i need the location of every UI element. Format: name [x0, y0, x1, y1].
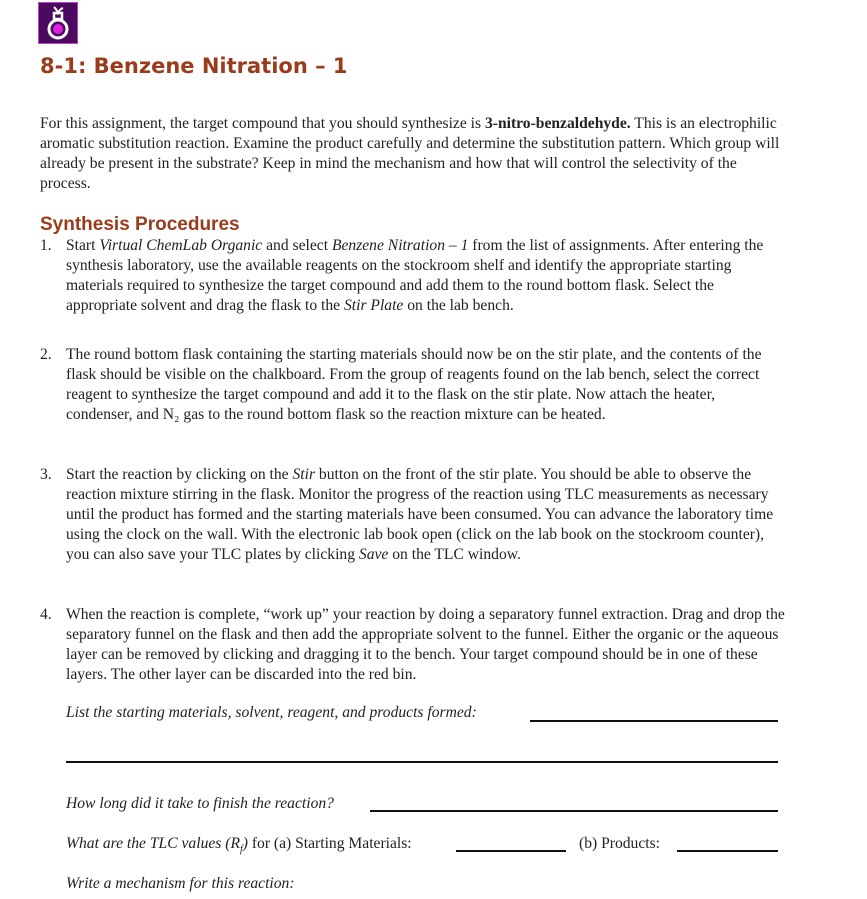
text-segment: Stir Plate [344, 297, 404, 314]
intro-text: This is an electrophilic aromatic substitution reaction. Examine the product carefully and determine the substitution pattern. Which group will already be present in the substrate? Keep in mind the mechanism and how that will control the selectivity of the process. [40, 115, 780, 192]
answer-blank-tlc-products[interactable] [677, 850, 778, 852]
intro-paragraph [40, 114, 785, 194]
step-4 [40, 605, 785, 685]
text-segment: Virtual ChemLab Organic [99, 237, 263, 254]
text-segment: for (a) Starting Materials: [251, 835, 412, 852]
step-number: 4. [40, 606, 52, 623]
text-segment: Benzene Nitration – 1 [331, 237, 469, 254]
text-segment: Start the reaction by clicking on the [66, 466, 293, 483]
answer-blank-materials[interactable] [530, 720, 778, 722]
text-segment: Stir [292, 466, 316, 483]
tlc-products-label: (b) Products: [579, 835, 660, 852]
step-number: 1. [40, 237, 52, 254]
question-materials: List the starting materials, solvent, reagent, and products formed: [66, 704, 477, 721]
step-text: When the reaction is complete, “work up” your reaction by doing a separatory funnel extraction. Drag and drop the separatory funnel on the flask and then add the appropriate solvent to the funnel. Either the organic or the aqueous layer can be removed by clicking and dragging it to the bench. Your target compound should be in one of these layers. The other layer can be discarded into the red bin. [66, 606, 785, 683]
intro-text: For this assignment, the target compound that you should synthesize is [40, 115, 485, 132]
question-mechanism: Write a mechanism for this reaction: [66, 875, 295, 892]
page-title: 8-1: Benzene Nitration – 1 [40, 54, 348, 78]
question-time: How long did it take to finish the reaction? [66, 795, 334, 812]
target-compound: 3-nitro-benzaldehyde. [484, 115, 631, 132]
step-1 [40, 236, 785, 316]
text-segment: and select [262, 237, 332, 254]
answer-blank-time[interactable] [370, 810, 778, 812]
chemlab-logo-icon [38, 2, 78, 44]
step-number: 3. [40, 466, 52, 483]
text-segment: on the lab bench. [403, 297, 514, 314]
step-text: The round bottom flask containing the starting materials should now be on the stir plate, and the contents of the flask should be visible on the chalkboard. From the group of reagents found on the lab bench, select the correct reagent to synthesize the target compound and add it to the flask on the stir plate. Now attach the heater, condenser, and N₂ gas to the round bottom flask so the reaction mixture can be heated. [66, 346, 762, 423]
step-2 [40, 345, 785, 425]
step-3 [40, 465, 785, 565]
text-segment: from the list of assignments. After entering the synthesis laboratory, use the available reagents on the stockroom shelf and identify the appropriate starting materials required to synthesize the target compound and add them to the round bottom flask. Select the appropriate solvent and drag the flask to the [66, 237, 764, 314]
step-number: 2. [40, 346, 52, 363]
text-segment: f [239, 844, 243, 856]
answer-blank-materials-line2[interactable] [66, 761, 778, 763]
question-tlc [66, 835, 412, 855]
section-heading: Synthesis Procedures [40, 214, 240, 235]
text-segment: on the TLC window. [388, 546, 521, 563]
text-segment: ) [242, 835, 252, 852]
answer-blank-tlc-starting[interactable] [456, 850, 566, 852]
text-segment: Start [66, 237, 100, 254]
text-segment: button on the front of the stir plate. You should be able to observe the reaction mixture stirring in the flask. Monitor the progress of the reaction using TLC measurements as necessary until the product has formed and the starting materials have been consumed. You can advance the laboratory time using the clock on the wall. With the electronic lab book open (click on the lab book on the stockroom counter), you can also save your TLC plates by clicking [66, 466, 774, 563]
text-segment: Save [358, 546, 389, 563]
text-segment: What are the TLC values (R [66, 835, 240, 852]
